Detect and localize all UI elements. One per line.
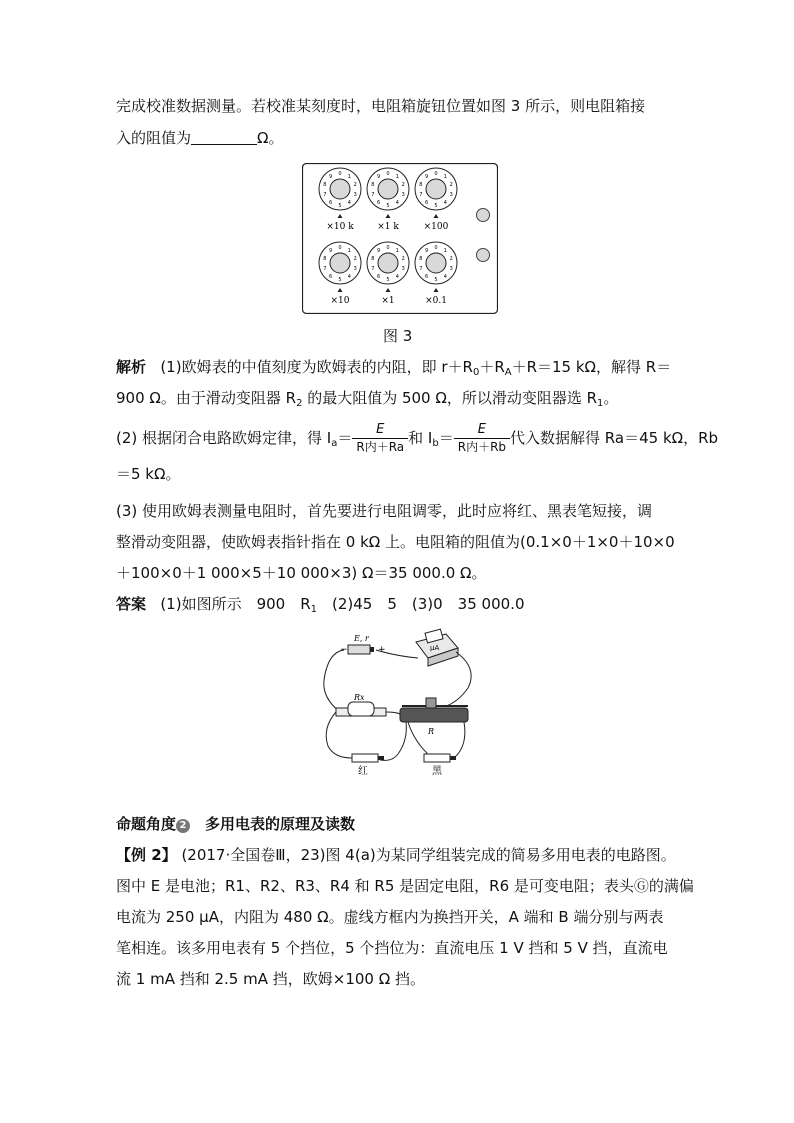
analysis-p1-line2-b: 的最大阻值为 500 Ω，所以滑动变阻器选 R [302, 389, 598, 407]
svg-text:8: 8 [323, 182, 327, 189]
svg-text:5: 5 [386, 277, 390, 283]
analysis-p3-line2: 整滑动变阻器，使欧姆表指针指在 0 kΩ 上。电阻箱的阻值为(0.1×0＋1×0＋10×0 [116, 533, 675, 551]
analysis-p2-eq2: ＝ [438, 429, 454, 447]
black-label: 黑 [432, 766, 442, 776]
svg-text:2: 2 [449, 256, 453, 263]
svg-text:2: 2 [353, 182, 357, 189]
svg-text:5: 5 [434, 277, 438, 283]
svg-text:9: 9 [377, 248, 381, 255]
svg-text:1: 1 [443, 248, 447, 255]
answer-sub1: 1 [310, 604, 318, 615]
svg-text:3: 3 [401, 265, 405, 272]
analysis-p2-a: (2) 根据闭合电路欧姆定律，得 I [116, 429, 332, 447]
svg-text:6: 6 [377, 199, 381, 206]
analysis-p2-c: 代入数据解得 Ra＝45 kΩ，Rb [510, 429, 719, 447]
svg-text:7: 7 [323, 265, 327, 272]
answer-text-b: (2)45 5 (3)0 35 000.0 [317, 595, 525, 613]
terminal-bottom [477, 249, 490, 262]
svg-text:4: 4 [347, 273, 351, 280]
svg-text:4: 4 [347, 199, 351, 206]
resistance-box-figure [302, 163, 498, 314]
svg-text:3: 3 [353, 265, 357, 272]
example-text-1: (2017·全国卷Ⅲ，23)图 4(a)为某同学组装完成的简易多用电表的电路图。 [181, 846, 676, 864]
circuit-figure [318, 628, 490, 776]
battery [348, 645, 370, 654]
svg-text:0: 0 [386, 245, 390, 251]
svg-text:0: 0 [338, 171, 342, 177]
svg-text:3: 3 [401, 191, 405, 198]
intro-line-2-text: 入的阻值为 [116, 129, 192, 147]
svg-text:7: 7 [323, 191, 327, 198]
svg-text:2: 2 [353, 256, 357, 263]
svg-text:5: 5 [338, 203, 342, 209]
svg-text:0: 0 [434, 245, 438, 251]
svg-text:8: 8 [419, 256, 423, 263]
red-probe [352, 754, 378, 762]
svg-text:2: 2 [401, 182, 405, 189]
analysis-p1-line2 [116, 388, 618, 414]
analysis-p3-line3: ＋100×0＋1 000×5＋10 000×3) Ω＝35 000.0 Ω。 [116, 564, 487, 582]
analysis-p1-sub0: 0 [472, 367, 480, 378]
svg-text:8: 8 [323, 256, 327, 263]
fraction-ib-den: R内＋Rb [457, 440, 507, 454]
svg-text:7: 7 [419, 191, 423, 198]
analysis-p1-a: (1)欧姆表的中值刻度为欧姆表的内阻，即 r＋R [160, 358, 473, 376]
battery-label: E, r [354, 634, 369, 643]
svg-text:1: 1 [347, 174, 351, 181]
answer-blank [191, 129, 257, 145]
svg-text:9: 9 [425, 248, 429, 255]
svg-text:8: 8 [419, 182, 423, 189]
analysis-p2-line1 [116, 418, 718, 464]
fraction-ia-num: E [352, 422, 408, 439]
example-line-4: 笔相连。该多用电表有 5 个挡位，5 个挡位为：直流电压 1 V 挡和 5 V 挡，直流电 [116, 939, 668, 957]
svg-text:1: 1 [443, 174, 447, 181]
svg-text:6: 6 [377, 273, 381, 280]
svg-text:0: 0 [434, 171, 438, 177]
svg-text:4: 4 [395, 199, 399, 206]
intro-unit: Ω。 [257, 129, 284, 147]
svg-text:9: 9 [329, 174, 333, 181]
svg-text:1: 1 [347, 248, 351, 255]
section-title-b: 多用电表的原理及读数 [190, 815, 356, 833]
analysis-p1-line1 [116, 357, 671, 383]
analysis-p2-line2: ＝5 kΩ。 [116, 465, 181, 483]
svg-text:5: 5 [386, 203, 390, 209]
dial-label: ×10 [330, 296, 350, 306]
dial-label: ×1 [381, 296, 395, 306]
analysis-label: 解析 [116, 358, 147, 376]
red-label: 红 [358, 766, 368, 776]
microammeter [416, 629, 458, 666]
rx-label: Rx [354, 693, 365, 702]
svg-text:4: 4 [395, 273, 399, 280]
dial-label: ×100 [423, 222, 449, 232]
section-title-a: 命题角度 [116, 815, 177, 833]
dial-label: ×0.1 [425, 296, 447, 306]
analysis-p2-sub-a: a [331, 438, 338, 449]
answer-label: 答案 [116, 595, 147, 613]
meter-label: μA [430, 644, 440, 652]
svg-text:9: 9 [425, 174, 429, 181]
svg-text:6: 6 [425, 273, 429, 280]
fraction-ib [454, 422, 510, 455]
rheostat [400, 698, 468, 736]
fraction-ib-num: E [454, 422, 510, 439]
dial-label: ×1 k [377, 222, 399, 232]
fraction-ia-den: R内＋Ra [356, 440, 405, 454]
svg-text:4: 4 [443, 273, 447, 280]
analysis-p2-sub-b: b [432, 438, 439, 449]
example-label: 【例 2】 [116, 846, 177, 864]
svg-text:1: 1 [395, 248, 399, 255]
battery-minus: − [340, 645, 348, 655]
analysis-p1-subA: A [504, 367, 512, 378]
battery-plus: + [378, 645, 386, 655]
section-badge: 2 [176, 819, 190, 833]
example-line-3: 电流为 250 μA，内阻为 480 Ω。虚线方框内为换挡开关，A 端和 B 端分别与两表 [116, 908, 664, 926]
svg-text:3: 3 [353, 191, 357, 198]
analysis-p1-c: ＋R＝15 kΩ，解得 R＝ [511, 358, 672, 376]
svg-text:2: 2 [449, 182, 453, 189]
analysis-p1-b: ＋R [479, 358, 505, 376]
svg-text:7: 7 [371, 191, 375, 198]
svg-text:2: 2 [401, 256, 405, 263]
svg-text:9: 9 [377, 174, 381, 181]
example-line-2: 图中 E 是电池；R1、R2、R3、R4 和 R5 是固定电阻，R6 是可变电阻；表头Ⓖ的满偏 [116, 877, 694, 895]
example-line-5: 流 1 mA 挡和 2.5 mA 挡，欧姆×100 Ω 挡。 [116, 970, 425, 988]
resistor-rx [336, 693, 386, 716]
terminal-top [477, 209, 490, 222]
svg-text:1: 1 [395, 174, 399, 181]
rheostat-label: R [428, 727, 435, 736]
analysis-p1-line2-a: 900 Ω。由于滑动变阻器 R [116, 389, 297, 407]
analysis-p1-line2-c: 。 [603, 389, 619, 407]
figure-3-caption: 图 3 [383, 327, 413, 345]
svg-text:0: 0 [386, 171, 390, 177]
analysis-p1-sub2: 2 [296, 398, 303, 409]
svg-text:6: 6 [425, 199, 429, 206]
black-probe [424, 754, 450, 762]
svg-text:0: 0 [338, 245, 342, 251]
svg-text:9: 9 [329, 248, 333, 255]
analysis-p1-sub1: 1 [597, 398, 604, 409]
svg-text:4: 4 [443, 199, 447, 206]
analysis-p3-line1: (3) 使用欧姆表测量电阻时，首先要进行电阻调零，此时应将红、黑表笔短接，调 [116, 502, 653, 520]
intro-line-2 [116, 128, 283, 148]
answer-text-a: (1)如图所示 900 R [160, 595, 311, 613]
analysis-p2-eq1: ＝ [337, 429, 353, 447]
fraction-ia [352, 422, 408, 455]
svg-text:8: 8 [371, 182, 375, 189]
svg-text:7: 7 [371, 265, 375, 272]
svg-text:5: 5 [434, 203, 438, 209]
dial-label: ×10 k [326, 222, 354, 232]
answer-line [116, 594, 524, 620]
svg-text:3: 3 [449, 191, 453, 198]
svg-text:6: 6 [329, 273, 333, 280]
section-heading [116, 814, 355, 834]
svg-text:8: 8 [371, 256, 375, 263]
svg-text:5: 5 [338, 277, 342, 283]
svg-text:7: 7 [419, 265, 423, 272]
svg-text:3: 3 [449, 265, 453, 272]
svg-text:6: 6 [329, 199, 333, 206]
intro-line-1: 完成校准数据测量。若校准某刻度时，电阻箱旋钮位置如图 3 所示，则电阻箱接 [116, 97, 646, 115]
analysis-p2-and: 和 I [408, 429, 433, 447]
example-line-1 [116, 845, 676, 865]
